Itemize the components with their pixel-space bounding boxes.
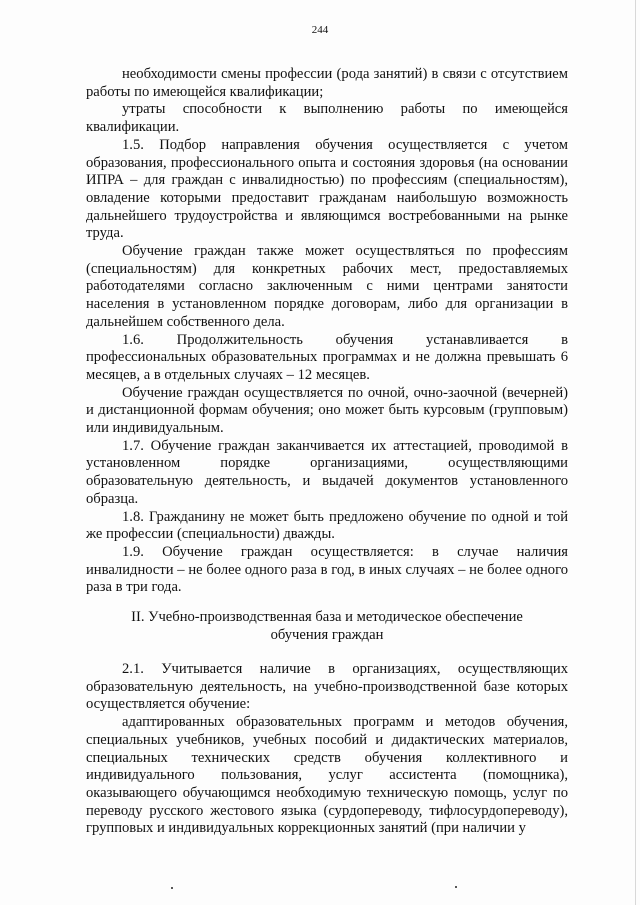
page-number: 244 <box>311 24 329 36</box>
paragraph: Обучение граждан также может осуществляться по профессиям (специальностям) для конкретных рабочих мест, предоставляемых работодателями согласно заключенным с ними центрами занятости населения в установленном порядке договорам, либо для организации в дальнейшем собственного дела. <box>86 243 568 330</box>
scan-speck <box>171 887 173 889</box>
paragraph: 1.6. Продолжительность обучения устанавливается в профессиональных образовательных программах и не должна превышать 6 месяцев, а в отдельных случаях – 12 месяцев. <box>86 331 568 383</box>
paragraph: адаптированных образовательных программ и методов обучения, специальных учебников, учебных пособий и дидактических материалов, специальных технических средств обучения коллективного и индивидуального пользования, услуг ассистента (помощника), оказывающего обучающимся необходимую техническую помощь, услуг по переводу русского жестового языка (сурдопереводу, тифлосурдопереводу), групповых и индивидуальных коррекционных занятий (при наличии у <box>86 714 568 837</box>
section-heading-line: II. Учебно-производственная база и методическое обеспечение <box>131 609 523 625</box>
scan-edge <box>635 0 636 905</box>
paragraph: 1.9. Обучение граждан осуществляется: в случае наличия инвалидности – не более одного раза в год, в иных случаях – не более одного раза в три года. <box>86 543 568 596</box>
section-2-text <box>86 661 568 838</box>
scan-speck <box>455 886 457 888</box>
section-heading-line: обучения граждан <box>270 627 384 643</box>
section-1-text <box>86 66 568 597</box>
section-heading <box>86 608 568 644</box>
paragraph: Обучение граждан осуществляется по очной, очно-заочной (вечерней) и дистанционной формам обучения; оно может быть курсовым (групповым) или индивидуальным. <box>86 384 568 437</box>
paragraph: необходимости смены профессии (рода занятий) в связи с отсутствием работы по имеющейся квалификации; <box>86 66 568 100</box>
paragraph: 2.1. Учитывается наличие в организациях, осуществляющих образовательную деятельность, на учебно-производственной базе которых осуществляется обучение: <box>86 661 568 713</box>
paragraph: утраты способности к выполнению работы по имеющейся квалификации. <box>86 101 568 136</box>
paragraph: 1.8. Гражданину не может быть предложено обучение по одной и той же профессии (специальности) дважды. <box>86 508 568 543</box>
paragraph: 1.7. Обучение граждан заканчивается их аттестацией, проводимой в установленном порядке организациями, осуществляющими образовательную деятельность, и выдачей документов установленного образца. <box>86 437 568 507</box>
paragraph: 1.5. Подбор направления обучения осуществляется с учетом образования, профессионального опыта и состояния здоровья (на основании ИПРА – для граждан с инвалидностью) по профессиям (специальностям), овладение которыми предоставит гражданам наибольшую возможность дальнейшего трудоустройства и являющимся востребованными на рынке труда. <box>86 136 568 242</box>
